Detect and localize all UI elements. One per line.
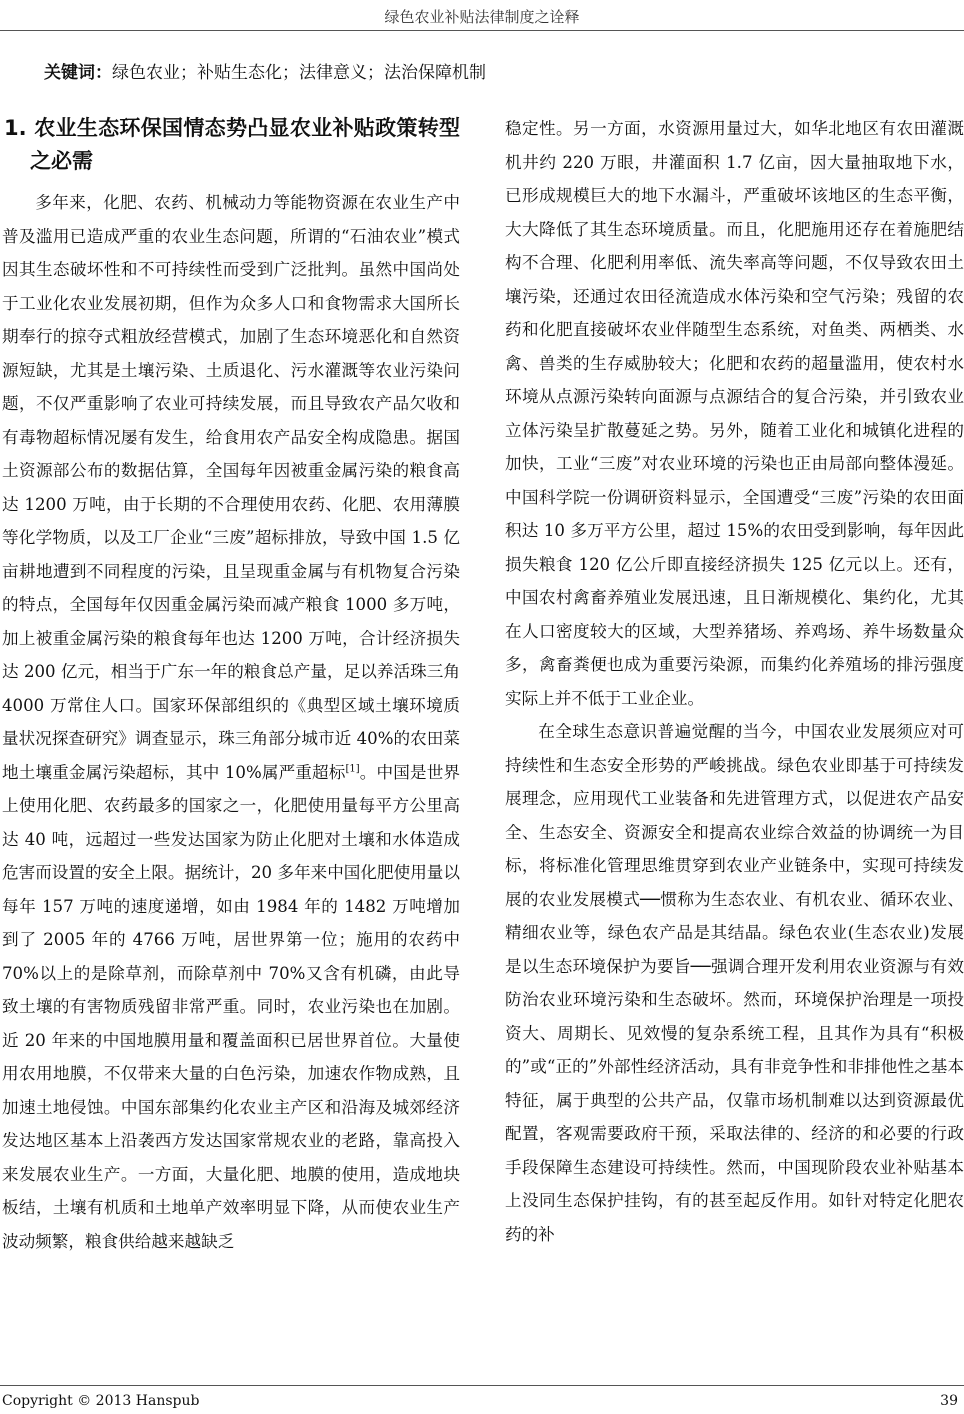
header-divider (0, 30, 964, 31)
right-column (505, 112, 964, 1251)
copyright-notice: Copyright © 2013 Hanspub (2, 1393, 200, 1409)
keywords-text: 绿色农业；补贴生态化；法律意义；法治保障机制 (112, 63, 486, 83)
footer-divider (0, 1385, 964, 1386)
citation-ref[interactable]: [1] (345, 762, 360, 774)
body-paragraph (2, 186, 460, 1258)
running-header: 绿色农业补贴法律制度之诠释 (384, 8, 580, 26)
page-number: 39 (940, 1393, 958, 1409)
keywords-line (44, 58, 486, 83)
paragraph-text: 多年来，化肥、农药、机械动力等能物资源在农业生产中普及滥用已造成严重的农业生态问题，所谓的“石油农业”模式因其生态破坏性和不可持续性而受到广泛批判。虽然中国尚处于工业化农业发展初期，但作为众多人口和食物需求大国所长期奉行的掠夺式粗放经营模式，加剧了生态环境恶化和自然资源短缺，尤其是土壤污染、土质退化、污水灌溉等农业污染问题，不仅严重影响了农业可持续发展，而且导致农产品欠收和有毒物超标情况屡有发生，给食用农产品安全构成隐患。据国土资源部公布的数据估算，全国每年因被重金属污染的粮食高达 1200 万吨，由于长期的不合理使用农药、化肥、农用薄膜等化学物质，以及工厂企业“三废”超标排放，导致中国 1.5 亿亩耕地遭到不同程度的污染，且呈现重金属与有机物复合污染的特点，全国每年仅因重金属污染而减产粮食 1000 多万吨，加上被重金属污染的粮食每年也达 1200 万吨，合计经济损失达 200 亿元，相当于广东一年的粮食总产量，足以养活珠三角 4000 万常住人口。国家环保部组织的《典型区域土壤环境质量状况探查研究》调查显示，珠三角部分城市近 40%的农田菜地土壤重金属污染超标，其中 10%属严重超标 (2, 193, 460, 782)
paragraph-text: 。中国是世界上使用化肥、农药最多的国家之一，化肥使用量每平方公里高达 40 吨，远超过一些发达国家为防止化肥对土壤和水体造成危害而设置的安全上限。据统计，20 多年来中国化肥使用量以每年 157 万吨的速度递增，如由 1984 年的 1482 万吨增加到了 2005 年的 4766 万吨，居世界第一位；施用的农药中 70%以上的是除草剂，而除草剂中 70%又含有机磷，由此导致土壤的有害物质残留非常严重。同时，农业污染也在加剧。近 20 年来的中国地膜用量和覆盖面积已居世界首位。大量使用农用地膜，不仅带来大量的白色污染，加速农作物成熟，且加速土地侵蚀。中国东部集约化农业主产区和沿海及城郊经济发达地区基本上沿袭西方发达国家常规农业的老路，靠高投入来发展农业生产。一方面，大量化肥、地膜的使用，造成地块板结，土壤有机质和土地单产效率明显下降，从而使农业生产波动频繁，粮食供给越来越缺乏 (2, 762, 461, 1251)
body-paragraph: 在全球生态意识普遍觉醒的当今，中国农业发展须应对可持续性和生态安全形势的严峻挑战。绿色农业即基于可持续发展理念，应用现代工业装备和先进管理方式，以促进农产品安全、生态安全、资源安全和提高农业综合效益的协调统一为目标，将标准化管理思维贯穿到农业产业链条中，实现可持续发展的农业发展模式──惯称为生态农业、有机农业、循环农业、精细农业等，绿色农产品是其结晶。绿色农业(生态农业)发展是以生态环境保护为要旨──强调合理开发利用农业资源与有效防治农业环境污染和生态破坏。然而，环境保护治理是一项投资大、周期长、见效慢的复杂系统工程，且其作为具有“积极的”或“正的”外部性经济活动，具有非竞争性和非排他性之基本特征，属于典型的公共产品，仅靠市场机制难以达到资源最优配置，客观需要政府干预，采取法律的、经济的和必要的行政手段保障生态建设可持续性。然而，中国现阶段农业补贴基本上没同生态保护挂钩，有的甚至起反作用。如针对特定化肥农药的补 (505, 722, 964, 1244)
section-heading: 1. 农业生态环保国情态势凸显农业补贴政策转型之必需 (4, 116, 460, 173)
body-paragraph-continued: 稳定性。另一方面，水资源用量过大，如华北地区有农田灌溉机井约 220 万眼，井灌面积 1.7 亿亩，因大量抽取地下水，已形成规模巨大的地下水漏斗，严重破坏该地区的生态平衡，大大降低了其生态环境质量。而且，化肥施用还存在着施肥结构不合理、化肥利用率低、流失率高等问题，不仅导致农田土壤污染，还通过农田径流造成水体污染和空气污染；残留的农药和化肥直接破坏农业伴随型生态系统，对鱼类、两栖类、水禽、兽类的生存威胁较大；化肥和农药的超量滥用，使农村水环境从点源污染转向面源与点源结合的复合污染，并引致农业立体污染呈扩散蔓延之势。另外，随着工业化和城镇化进程的加快，工业“三废”对农业环境的污染也正由局部向整体漫延。中国科学院一份调研资料显示，全国遭受“三废”污染的农田面积达 10 多万平方公里，超过 15%的农田受到影响，每年因此损失粮食 120 亿公斤即直接经济损失 125 亿元以上。还有，中国农村禽畜养殖业发展迅速，且日渐规模化、集约化，尤其在人口密度较大的区域，大型养猪场、养鸡场、养牛场数量众多，禽畜粪便也成为重要污染源，而集约化养殖场的排污强度实际上并不低于工业企业。 (505, 119, 964, 708)
keywords-label: 关键词： (44, 63, 112, 83)
left-column (2, 112, 460, 1258)
